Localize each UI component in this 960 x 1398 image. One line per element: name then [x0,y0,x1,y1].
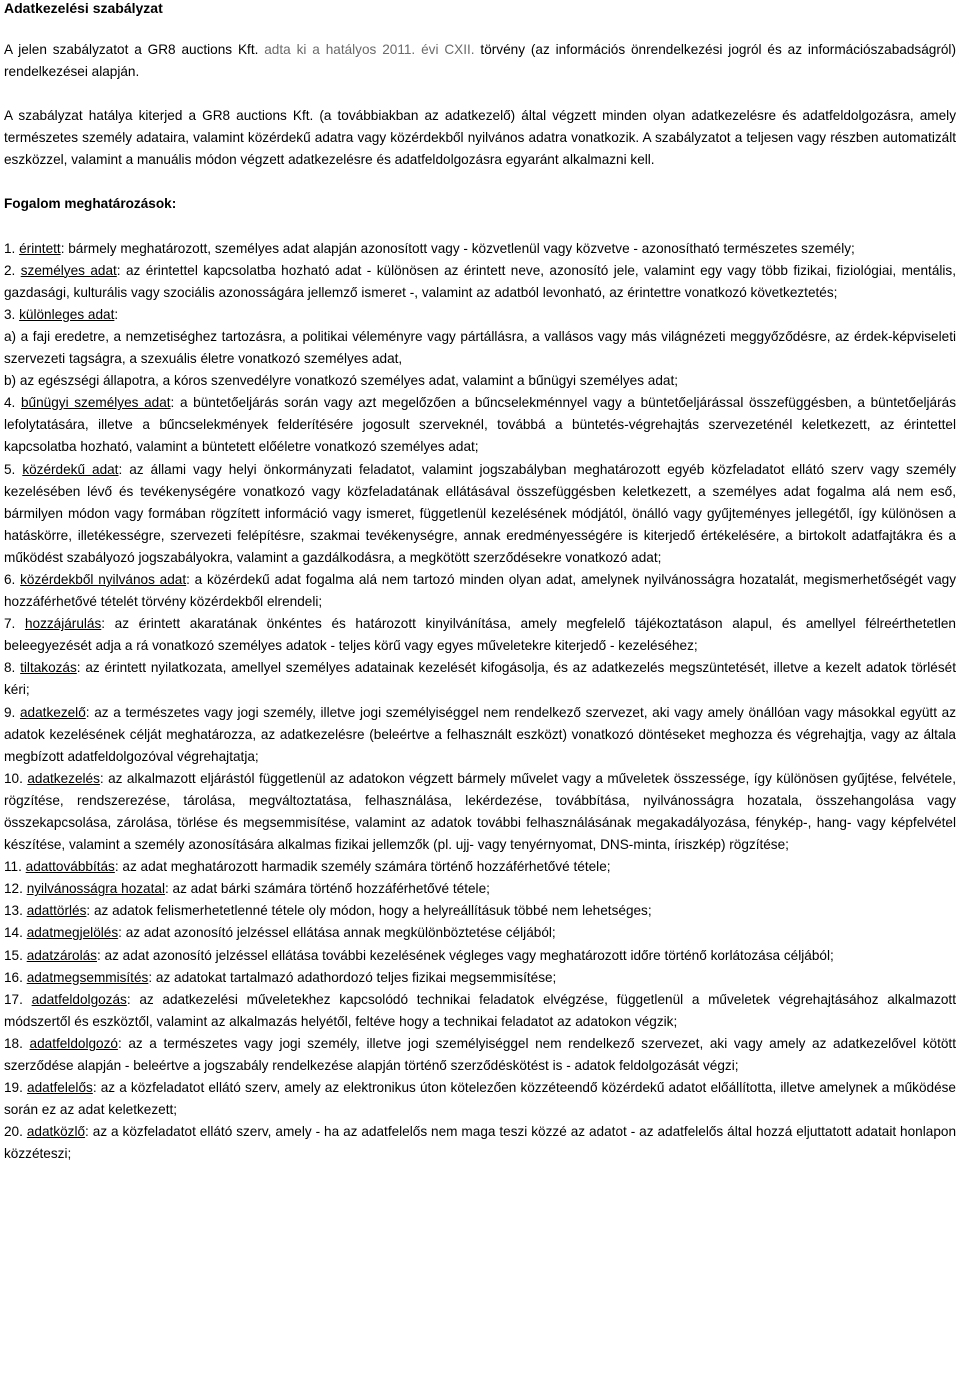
definition-term: adatfelelős [27,1080,93,1096]
intro-1-part-2: adta ki a hatályos 2011. évi CXII. [258,42,475,57]
definition-number: 3. [4,306,20,322]
definition-item [4,1077,956,1121]
definition-number: 7. [4,616,25,632]
definition-term: adatfeldolgozás [31,991,127,1007]
definition-number: 16. [4,969,27,985]
definition-number: 5. [4,461,23,477]
definition-term: adattörlés [26,903,87,919]
definition-number: 14. [4,925,27,941]
definition-text: : az a természetes vagy jogi személy, illetve jogi személyiséggel nem rendelkező szervezet, aki vagy amely önállóan vagy másokkal együtt az adatok kezelésének célját meghatározza, az adatkezelésre (beleértve a felhasznált eszközt) vonatkozó döntéseket meghozza és végrehajtja, vagy az általa megbízott adatfeldolgozóval végrehajtatja; [4,704,956,764]
intro-paragraph-2: A szabályzat hatálya kiterjed a GR8 auctions Kft. (a továbbiakban az adatkezelő) által végzett minden olyan adatkezelésre és adatfeldolgozásra, amely természetes személy adataira, valamint közérdekű adatra vagy közérdekből nyilvános adatra vonatkozik. A szabályzatot a teljesen vagy részben automatizált eszközzel, valamint a manuális módon végzett adatkezelésre és adatfeldolgozásra egyaránt alkalmazni kell. [4,108,956,168]
definition-text: : az adatkezelési műveletekhez kapcsolódó technikai feladatok elvégzése, függetlenül a műveletek végrehajtásához alkalmazott módszertől és eszköztől, valamint az alkalmazás helyétől, feltéve hogy a technikai feladatot az adatokon végzik; [4,991,956,1029]
definition-term: érintett [19,240,61,256]
definition-term: nyilvánosságra hozatal [26,881,165,897]
definition-term: közérdekből nyilvános adat [20,571,187,587]
definition-number: 19. [4,1080,28,1096]
definition-term: tiltakozás [20,660,77,676]
definition-number: 18. [4,1035,30,1051]
definition-term: bűnügyi személyes adat [20,395,171,411]
definition-term: személyes adat [20,262,117,278]
document-title: Adatkezelési szabályzat [4,0,163,16]
definition-text: : az alkalmazott eljárástól függetlenül az adatokon végzett bármely művelet vagy a műveletek összessége, így különösen gyűjtése, felvétele, rögzítése, rendszerezése, tárolása, megváltoztatása, felhasználása, lekérdezése, továbbítása, nyilvánosságra hozatala, összehangolása vagy összekapcsolása, zárolása, törlése és megsemmisítése, valamint az adatok további felhasználásának megakadályozása, fénykép-, hang- vagy képfelvétel készítése, valamint a személy azonosítására alkalmas fizikai jellemzők (pl. ujj- vagy tenyérnyomat, DNS-minta, íriszkép) rögzítése; [4,770,956,853]
definition-term: adatkezelés [27,770,100,786]
definition-text: : bármely meghatározott, személyes adat alapján azonosított vagy - közvetlenül vagy közvetve - azonosítható természetes személy; [60,240,855,256]
definition-term: hozzájárulás [24,616,102,632]
definitions-heading: Fogalom meghatározások: [4,196,177,212]
definition-term: adatmegsemmisítés [26,969,149,985]
definition-item [4,989,956,1033]
definition-text: : a közérdekű adat fogalma alá nem tartozó minden olyan adat, amelynek nyilvánosságra hozatalát, megismerhetőségét vagy hozzáférhetővé tételét törvény közérdekből elrendeli; [4,571,956,610]
definition-term: adattovábbítás [25,859,115,875]
definition-number: 8. [4,660,21,676]
definition-item [4,900,956,922]
definition-text: : a büntetőeljárás során vagy azt megelőzően a bűncselekménnyel vagy a büntetőeljárással összefüggésben, a büntetőeljárás lefolytatására, illetve a bűncselekmények felderítésére jogosult szerveknél, továbbá a büntetés-végrehajtás szervezeténél keletkezett, az érintettel kapcsolatba hozható, valamint a büntetett előéletre vonatkozó személyes adat; [4,395,956,455]
definition-number: 1. [4,240,20,256]
definition-term: adatkezelő [20,704,86,720]
definition-text: : az adat azonosító jelzéssel ellátása további kezelésének végleges vagy meghatározott időre történő korlátozása céljából; [96,947,834,963]
definition-number: 6. [4,571,21,587]
definition-number: 17. [4,991,32,1007]
definition-item [4,569,956,613]
definition-item [4,613,956,657]
definitions-list [4,238,956,1166]
definition-number: 2. [4,262,21,278]
definition-text: : az a természetes vagy jogi személy, illetve jogi személyiséggel nem rendelkező szervezet, aki vagy amely az adatkezelővel kötött szerződése alapján - beleértve a jogszabály rendelkezése alapján történő szerződéskötést is - adatok feldolgozását végzi; [4,1035,956,1074]
definition-item [4,238,956,260]
definition-item [4,459,956,569]
definition-term: adatközlő [26,1124,86,1140]
definition-item [4,922,956,944]
definition-text: : az adat azonosító jelzéssel ellátása annak megkülönböztetése céljából; [118,925,556,941]
definition-text: : az a közfeladatot ellátó szerv, amely az elektronikus úton kötelezően közzéteendő közérdekű adatot előállította, illetve amelynek a működése során ez az adat keletkezett; [4,1080,956,1118]
definition-item [4,967,956,989]
definition-item [4,304,956,326]
intro-paragraph-1 [4,39,956,83]
definition-term: közérdekű adat [22,461,119,477]
definition-item [4,392,956,458]
intro-1-part-1: A jelen szabályzatot a GR8 auctions Kft. [4,42,259,57]
definition-text: : az adatokat tartalmazó adathordozó teljes fizikai megsemmisítése; [148,969,557,985]
definition-number: 13. [4,903,27,919]
definition-text: : az érintett akaratának önkéntes és határozott kinyilvánítása, amely megfelelő tájékoztatáson alapul, és amellyel félreérthetetlen beleegyezését adja a rá vonatkozó személyes adatok - teljes körű vagy egyes műveletekre kiterjedő - kezeléséhez; [4,616,956,654]
definition-item [4,878,956,900]
definition-item [4,768,956,856]
definition-text: : az állami vagy helyi önkormányzati feladatot, valamint jogszabályban meghatározott egyéb közfeladatot ellátó szerv vagy személy kezelésében lévő és tevékenységére vonatkozó vagy közfeladatának ellátásával összefüggésben keletkezett, a személyes adat fogalma alá nem eső, bármilyen módon vagy formában rögzített információ vagy ismeret, függetlenül kezelésének módjától, önálló vagy gyűjteményes jellegétől, így különösen a hatáskörre, illetékességre, szervezeti felépítésre, szakmai tevékenységre, annak eredményességére is kiterjedő értékelésére, a birtokolt adatfajtákra és a működést szabályozó jogszabályokra, valamint a gazdálkodásra, a megkötött szerződésekre vonatkozó adat; [4,461,956,565]
definition-item [4,657,956,701]
definition-number: 9. [4,704,20,720]
definition-text: : az a közfeladatot ellátó szerv, amely - ha az adatfelelős nem maga teszi közzé az adatot - az adatfelelős által hozzá eljuttatott adatait honlapon közzéteszi; [4,1124,956,1162]
definition-term: adatmegjelölés [26,925,119,941]
definition-item [4,945,956,967]
definition-number: 4. [4,395,21,411]
definition-term: adatzárolás [26,947,97,963]
definition-subitem: a) a faji eredetre, a nemzetiséghez tartozásra, a politikai véleményre vagy pártállásra, a vallásos vagy más világnézeti meggyőződésre, az érdek-képviseleti szervezeti tagságra, a szexuális életre vonatkozó személyes adat, [4,328,956,367]
definition-item [4,1033,956,1077]
definition-item [4,856,956,878]
definition-text: : az érintett nyilatkozata, amellyel személyes adatainak kezelését kifogásolja, és az adatkezelés megszüntetését, illetve a kezelt adatok törlését kéri; [4,660,956,698]
definition-term: különleges adat [19,306,115,322]
definition-term: adatfeldolgozó [29,1035,118,1051]
definition-number: 15. [4,947,27,963]
definition-text: : az érintettel kapcsolatba hozható adat - különösen az érintett neve, azonosító jele, valamint egy vagy több fizikai, fiziológiai, mentális, gazdasági, kulturális vagy szociális azonosságára jellemző ismeret -, valamint az adatból levonható, az érintettre vonatkozó következtetés; [4,262,956,300]
intro-1-part-3: törvény (az információs önrendelkezési jogról és az információszabadságról) rendelkezései alapján. [4,42,956,80]
definition-subitem: b) az egészségi állapotra, a kóros szenvedélyre vonatkozó személyes adat, valamint a bűnügyi személyes adat; [4,373,679,389]
definition-item [4,702,956,768]
definition-number: 11. [4,859,26,875]
definition-number: 20. [4,1124,27,1140]
definition-number: 10. [4,770,28,786]
definition-text: : az adat bárki számára történő hozzáférhetővé tétele; [164,881,490,897]
definition-item [4,260,956,304]
definition-number: 12. [4,881,27,897]
definition-text: : az adat meghatározott harmadik személy számára történő hozzáférhetővé tétele; [114,859,611,875]
definition-text: : az adatok felismerhetetlenné tétele oly módon, hogy a helyreállításuk többé nem lehetséges; [86,903,652,919]
definition-item [4,1121,956,1165]
definition-text: : [114,306,119,322]
